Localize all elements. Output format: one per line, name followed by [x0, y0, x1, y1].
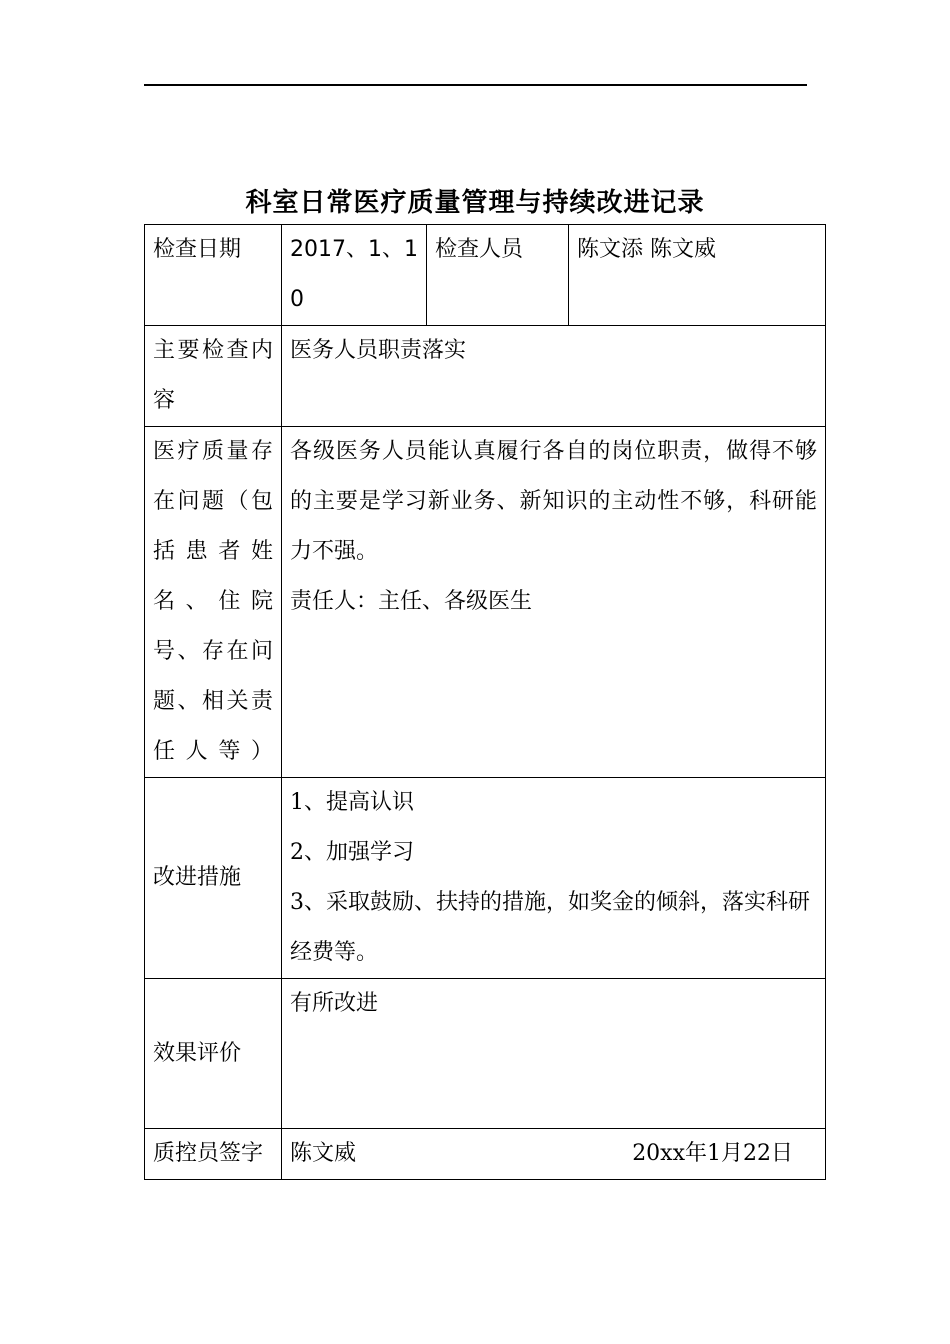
measure-item-1: 1、提高认识: [290, 790, 414, 815]
inspection-date-label: 检查日期: [145, 225, 282, 326]
responsible-person: 责任人：主任、各级医生: [290, 589, 533, 614]
table-row-signature: [145, 1129, 826, 1180]
measure-item-3: 3、采取鼓励、扶持的措施，如奖金的倾斜，落实科研经费等。: [290, 890, 810, 965]
table-row-inspection: [145, 225, 826, 326]
table-row-evaluation: [145, 979, 826, 1129]
measures-cell: [282, 778, 826, 979]
problems-label: 医疗质量存在问题（包括患者姓名、住院号、存在问题、相关责任人等）: [145, 427, 282, 778]
problems-text: 各级医务人员能认真履行各自的岗位职责，做得不够的主要是学习新业务、新知识的主动性不够，科研能力不强。: [290, 439, 817, 564]
main-content-label: 主要检查内容: [145, 326, 282, 427]
measures-label: 改进措施: [145, 778, 282, 979]
measure-item-2: 2、加强学习: [290, 840, 414, 865]
problems-cell: [282, 427, 826, 778]
evaluation-label: 效果评价: [145, 979, 282, 1129]
table-row-measures: [145, 778, 826, 979]
signature-date: 20xx年1月22日: [632, 1141, 793, 1166]
table-row-main-content: [145, 326, 826, 427]
main-content-value: 医务人员职责落实: [282, 326, 826, 427]
signature-label: 质控员签字: [145, 1129, 282, 1180]
document-title: 科室日常医疗质量管理与持续改进记录: [245, 188, 705, 218]
header-rule: [144, 84, 807, 86]
record-table: [144, 224, 826, 1180]
evaluation-value: 有所改进: [282, 979, 826, 1129]
inspector-label: 检查人员: [427, 225, 569, 326]
table-row-problems: [145, 427, 826, 778]
signature-name: 陈文威: [290, 1141, 357, 1166]
inspector-value: 陈文添 陈文威: [569, 225, 826, 326]
inspection-date-value: 2017、1、10: [282, 225, 427, 326]
signature-cell: [282, 1129, 826, 1180]
